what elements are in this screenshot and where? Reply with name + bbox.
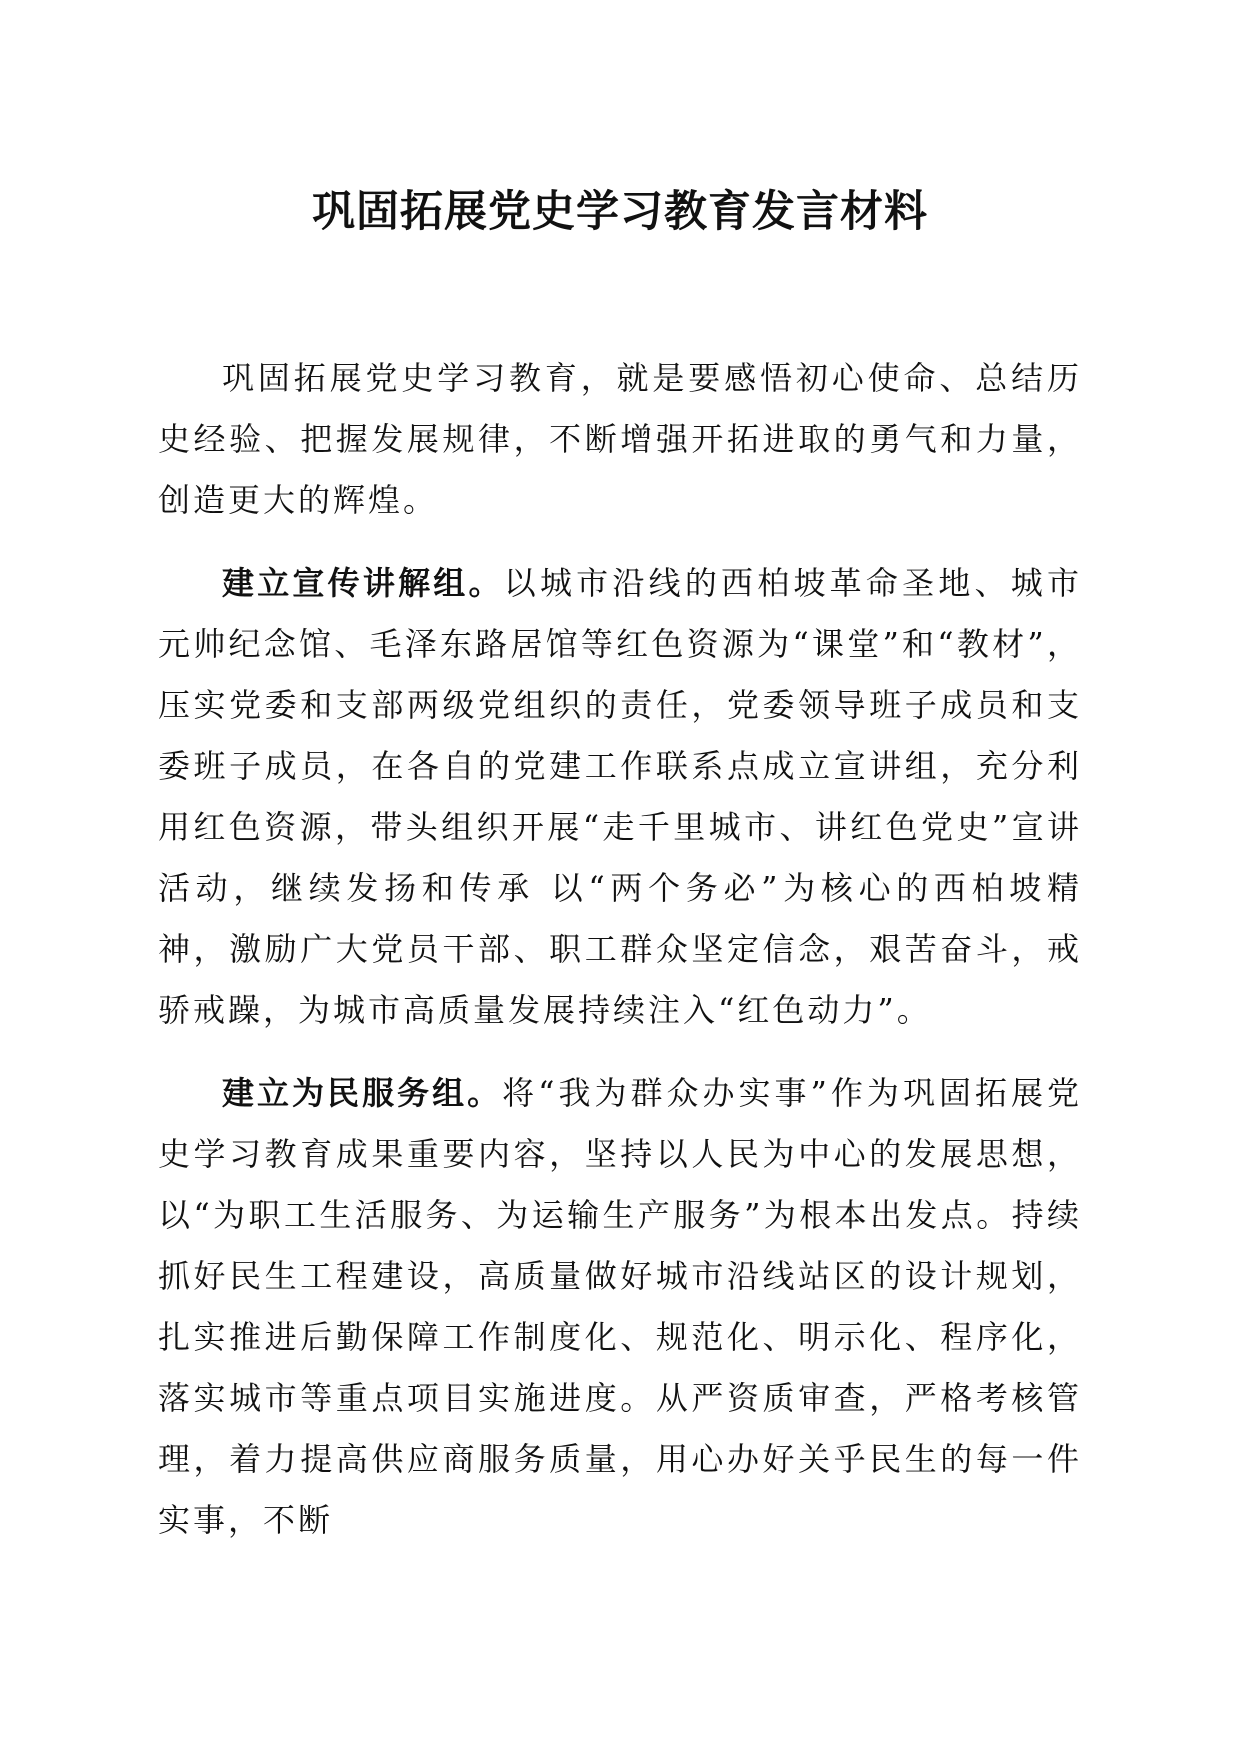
- document-title: 巩固拓展党史学习教育发言材料: [312, 187, 928, 237]
- paragraph-service-group: [158, 1063, 1082, 1551]
- paragraph-service-group-text: 将“我为群众办实事”作为巩固拓展党史学习教育成果重要内容，坚持以人民为中心的发展思想，以“为职工生活服务、为运输生产服务”为根本出发点。持续抓好民生工程建设，高质量做好城市沿线站区的设计规划，扎实推进后勤保障工作制度化、规范化、明示化、程序化，落实城市等重点项目实施进度。从严资质审查，严格考核管理，着力提高供应商服务质量，用心办好关乎民生的每一件实事，不断: [158, 1074, 1082, 1539]
- paragraph-service-group-heading: 建立为民服务组。: [222, 1074, 503, 1112]
- paragraph-propaganda-group: [158, 553, 1082, 1041]
- paragraph-intro-text: 巩固拓展党史学习教育，就是要感悟初心使命、总结历史经验、把握发展规律，不断增强开拓进取的勇气和力量，创造更大的辉煌。: [158, 359, 1082, 519]
- paragraph-intro: [158, 348, 1082, 531]
- document-body: [158, 348, 1082, 1573]
- paragraph-propaganda-group-heading: 建立宣传讲解组。: [222, 564, 504, 602]
- paragraph-propaganda-group-text: 以城市沿线的西柏坡革命圣地、城市元帅纪念馆、毛泽东路居馆等红色资源为“课堂”和“教材”，压实党委和支部两级党组织的责任，党委领导班子成员和支委班子成员，在各自的党建工作联系点成立宣讲组，充分利用红色资源，带头组织开展“走千里城市、讲红色党史”宣讲活动，继续发扬和传承 以“两个务必”为核心的西柏坡精神，激励广大党员干部、职工群众坚定信念，艰苦奋斗，戒骄戒躁，为城市高质量发展持续注入“红色动力”。: [158, 564, 1082, 1029]
